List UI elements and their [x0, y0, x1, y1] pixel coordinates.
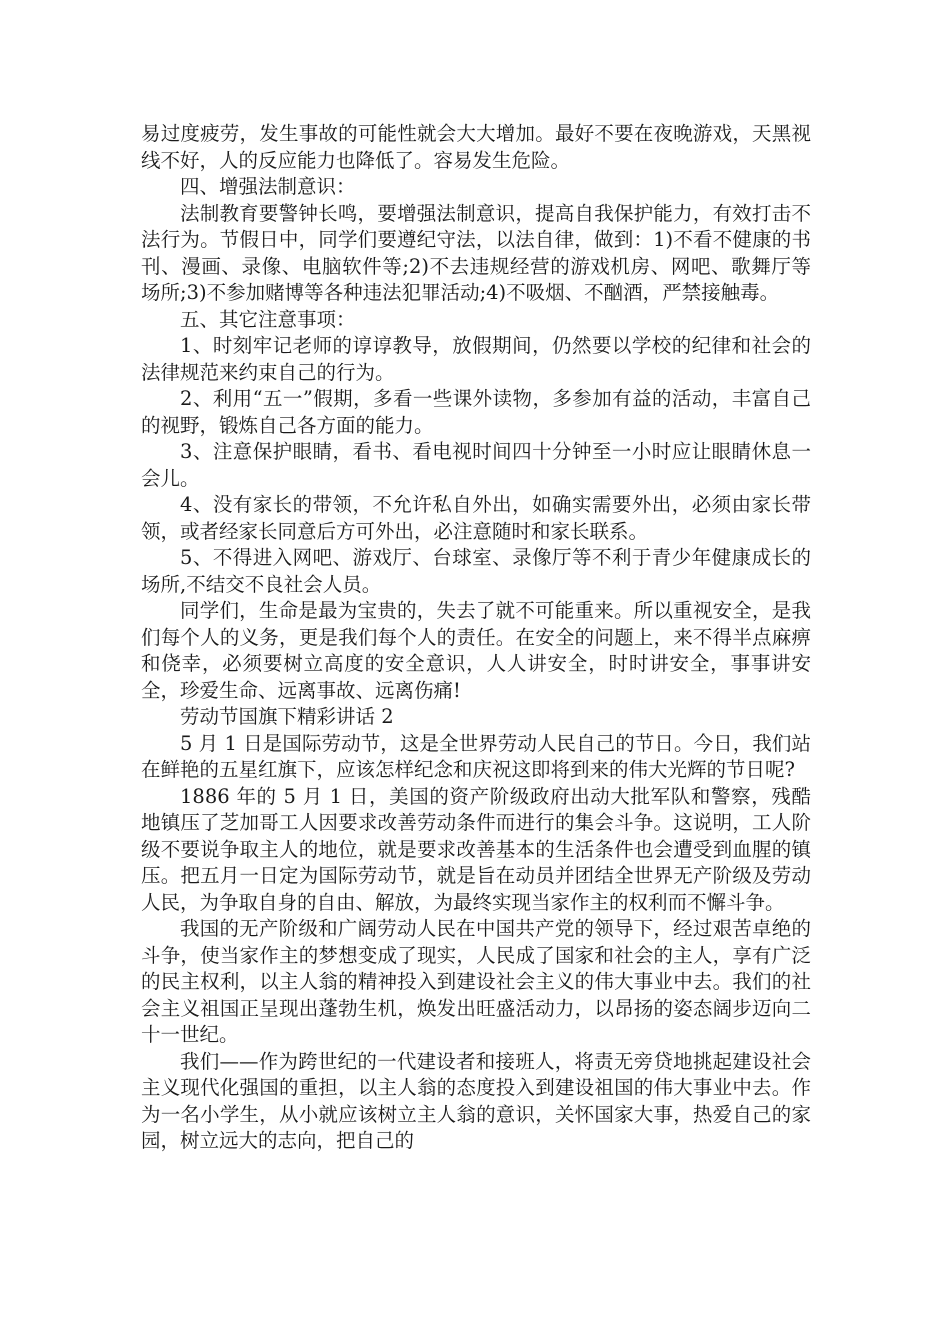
paragraph-our-generation: 我们——作为跨世纪的一代建设者和接班人，将责无旁贷地挑起建设社会主义现代化强国的重担，以主人翁的态度投入到建设祖国的伟大事业中去。作为一名小学生，从小就应该树立主人翁的意识，关怀国家大事，热爱自己的家园，树立远大的志向，把自己的 [141, 1049, 811, 1152]
paragraph-may-day-intro: 5 月 1 日是国际劳动节，这是全世界劳动人民自己的节日。今日，我们站在鲜艳的五星红旗下，应该怎样纪念和庆祝这即将到来的伟大光辉的节日呢? [141, 731, 811, 781]
list-item-5: 5、不得进入网吧、游戏厅、台球室、录像厅等不利于青少年健康成长的场所,不结交不良社会人员。 [141, 546, 811, 596]
paragraph-china-workers: 我国的无产阶级和广阔劳动人民在中国共产党的领导下，经过艰苦卓绝的斗争，使当家作主的梦想变成了现实，人民成了国家和社会的主人，享有广泛的民主权利，以主人翁的精神投入到建设社会主义的伟大事业中去。我们的社会主义祖国正呈现出蓬勃生机，焕发出旺盛活动力，以昂扬的姿态阔步迈向二十一世纪。 [141, 917, 811, 1046]
list-item-4: 4、没有家长的带领，不允许私自外出，如确实需要外出，必须由家长带领，或者经家长同意后方可外出，必注意随时和家长联系。 [141, 493, 811, 543]
list-item-1: 1、时刻牢记老师的谆谆教导，放假期间，仍然要以学校的纪律和社会的法律规范来约束自己的行为。 [141, 334, 811, 384]
list-item-2: 2、利用“五一”假期，多看一些课外读物，多参加有益的活动，丰富自己的视野，锻炼自己各方面的能力。 [141, 387, 811, 437]
speech-title-2: 劳动节国旗下精彩讲话 2 [180, 705, 394, 728]
section-heading-other-notes: 五、其它注意事项： [180, 307, 356, 331]
section-heading-legal-awareness: 四、增强法制意识： [180, 175, 356, 198]
paragraph-legal-education: 法制教育要警钟长鸣，要增强法制意识，提高自我保护能力，有效打击不法行为。节假日中，同学们要遵纪守法，以法自律，做到：1)不看不健康的书刊、漫画、录像、电脑软件等;2)不去违规经营的游戏机房、网吧、歌舞厅等场所;3)不参加赌博等各种违法犯罪活动;4)不吸烟、不酗酒，严禁接触毒。 [141, 201, 811, 304]
paragraph-continued: 易过度疲劳，发生事故的可能性就会大大增加。最好不要在夜晚游戏，天黑视线不好，人的反应能力也降低了。容易发生危险。 [141, 122, 811, 172]
document-body [141, 121, 811, 1155]
paragraph-closing-safety: 同学们，生命是最为宝贵的，失去了就不可能重来。所以重视安全，是我们每个人的义务，更是我们每个人的责任。在安全的问题上，来不得半点麻痹和侥幸，必须要树立高度的安全意识，人人讲安全，时时讲安全，事事讲安全，珍爱生命、远离事故、远离伤痛! [141, 599, 811, 702]
paragraph-1886-history: 1886 年的 5 月 1 日，美国的资产阶级政府出动大批军队和警察，残酷地镇压了芝加哥工人因要求改善劳动条件而进行的集会斗争。这说明，工人阶级不要说争取主人的地位，就是要求改善基本的生活条件也会遭受到血腥的镇压。把五月一日定为国际劳动节，就是旨在动员并团结全世界无产阶级及劳动人民，为争取自身的自由、解放，为最终实现当家作主的权利而不懈斗争。 [141, 784, 811, 914]
list-item-3: 3、注意保护眼睛，看书、看电视时间四十分钟至一小时应让眼睛休息一会儿。 [141, 440, 811, 490]
